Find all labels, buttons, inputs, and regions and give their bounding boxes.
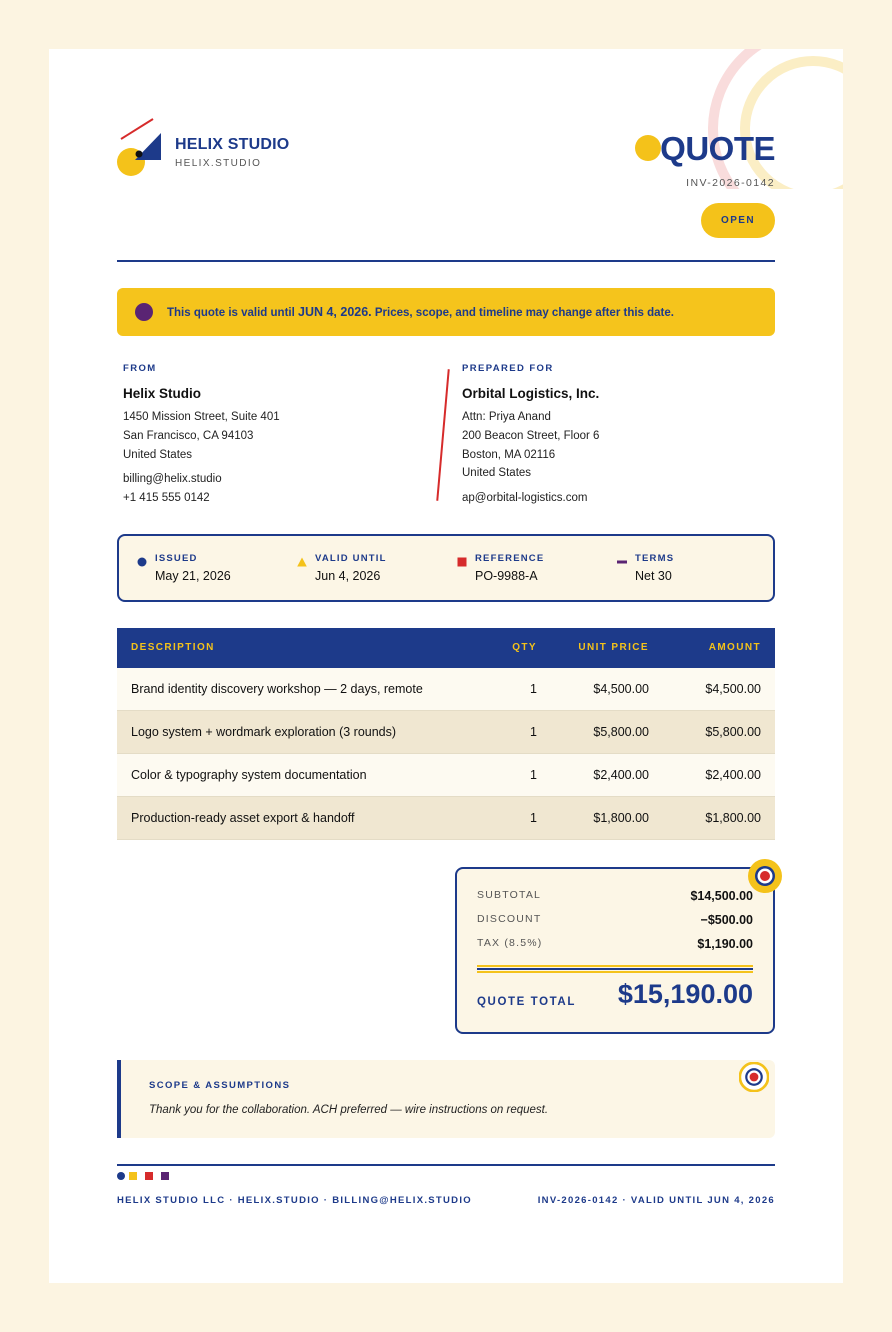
- cell-amount: $2,400.00: [705, 768, 761, 782]
- cell-amount: $4,500.00: [705, 682, 761, 696]
- table-row: [117, 797, 775, 840]
- cell-qty: 1: [530, 682, 537, 696]
- to-address-line: United States: [462, 467, 532, 479]
- target-badge-icon: [739, 1062, 769, 1092]
- table-row: [117, 668, 775, 711]
- totals-box: [455, 867, 775, 1034]
- from-email[interactable]: billing@helix.studio: [123, 473, 222, 485]
- address-divider: [436, 369, 449, 501]
- cell-unit-price: $5,800.00: [593, 725, 649, 739]
- footer-reference: INV-2026-0142 · VALID UNTIL JUN 4, 2026: [537, 1195, 775, 1206]
- cell-unit-price: $2,400.00: [593, 768, 649, 782]
- helix-logo-icon: [117, 117, 163, 177]
- totals-divider: [477, 965, 753, 967]
- discount-value: −$500.00: [700, 913, 753, 927]
- dash-marker-icon: [617, 557, 627, 567]
- table-row: [117, 711, 775, 754]
- validity-notice: [117, 288, 775, 336]
- meta-label: REFERENCE: [475, 553, 545, 564]
- quote-sheet: [49, 49, 843, 1283]
- footer-circle-icon: [117, 1172, 125, 1180]
- to-address-line: Boston, MA 02116: [462, 449, 556, 461]
- footer-square-icon: [129, 1172, 137, 1180]
- meta-label: VALID UNTIL: [315, 553, 387, 564]
- line-items-table: [117, 628, 775, 840]
- footer-divider: [117, 1164, 775, 1166]
- from-address-line: San Francisco, CA 94103: [123, 430, 254, 442]
- footer-square-icon: [145, 1172, 153, 1180]
- meta-value: Net 30: [635, 569, 672, 583]
- footer-company: HELIX STUDIO LLC · HELIX.STUDIO · BILLING@HELIX.STUDIO: [117, 1195, 472, 1206]
- cell-amount: $5,800.00: [705, 725, 761, 739]
- scope-label: SCOPE & ASSUMPTIONS: [149, 1080, 291, 1091]
- document-number: INV-2026-0142: [686, 177, 775, 189]
- tax-value: $1,190.00: [697, 937, 753, 951]
- subtotal-value: $14,500.00: [690, 889, 753, 903]
- table-header: [117, 628, 775, 668]
- quote-total-value: $15,190.00: [617, 979, 753, 1009]
- circle-marker-icon: [137, 557, 147, 567]
- brand-name: HELIX STUDIO: [175, 136, 290, 153]
- cell-description: Production-ready asset export & handoff: [131, 811, 355, 825]
- to-address-line: Attn: Priya Anand: [462, 411, 551, 423]
- column-header-qty: QTY: [512, 642, 537, 653]
- meta-value: PO-9988-A: [475, 569, 538, 583]
- target-badge-icon: [748, 859, 782, 893]
- from-phone[interactable]: +1 415 555 0142: [123, 492, 210, 504]
- meta-value: Jun 4, 2026: [315, 569, 381, 583]
- notice-date: JUN 4, 2026.: [298, 305, 372, 319]
- cell-description: Brand identity discovery workshop — 2 days, remote: [131, 682, 423, 696]
- discount-label: DISCOUNT: [477, 913, 542, 925]
- quote-title-dot: [635, 135, 661, 161]
- triangle-marker-icon: [297, 557, 307, 567]
- from-address-line: 1450 Mission Street, Suite 401: [123, 411, 280, 423]
- tax-label: TAX (8.5%): [477, 937, 543, 949]
- subtotal-label: SUBTOTAL: [477, 889, 542, 901]
- cell-unit-price: $4,500.00: [593, 682, 649, 696]
- cell-amount: $1,800.00: [705, 811, 761, 825]
- cell-qty: 1: [530, 725, 537, 739]
- brand-site: HELIX.STUDIO: [175, 158, 262, 169]
- cell-unit-price: $1,800.00: [593, 811, 649, 825]
- cell-description: Color & typography system documentation: [131, 768, 367, 782]
- totals-divider: [477, 971, 753, 973]
- document-title: QUOTE: [660, 130, 775, 167]
- scope-section: [117, 1060, 775, 1138]
- to-email[interactable]: ap@orbital-logistics.com: [462, 492, 588, 504]
- notice-text: This quote is valid until JUN 4, 2026. Prices, scope, and timeline may change after this date.: [167, 305, 674, 319]
- square-marker-icon: [457, 557, 467, 567]
- table-row: [117, 754, 775, 797]
- cell-qty: 1: [530, 811, 537, 825]
- from-address-line: United States: [123, 449, 193, 461]
- cell-description: Logo system + wordmark exploration (3 rounds): [131, 725, 397, 739]
- notice-dot-icon: [135, 303, 153, 321]
- column-header-unit-price: UNIT PRICE: [578, 642, 649, 653]
- column-header-amount: AMOUNT: [708, 642, 761, 653]
- quote-meta-box: [117, 534, 775, 602]
- meta-label: TERMS: [635, 553, 675, 564]
- totals-divider: [477, 968, 753, 970]
- column-header-description: DESCRIPTION: [131, 642, 215, 653]
- scope-text: Thank you for the collaboration. ACH preferred — wire instructions on request.: [149, 1104, 549, 1116]
- to-label: PREPARED FOR: [462, 363, 554, 374]
- to-name: Orbital Logistics, Inc.: [462, 386, 600, 401]
- meta-value: May 21, 2026: [155, 569, 231, 583]
- from-name: Helix Studio: [123, 386, 202, 401]
- header-divider: [117, 260, 775, 262]
- meta-label: ISSUED: [155, 553, 198, 564]
- status-badge[interactable]: OPEN: [701, 203, 775, 238]
- from-label: FROM: [123, 363, 157, 374]
- footer-square-icon: [161, 1172, 169, 1180]
- quote-total-label: QUOTE TOTAL: [477, 996, 576, 1008]
- to-address-line: 200 Beacon Street, Floor 6: [462, 430, 600, 442]
- cell-qty: 1: [530, 768, 537, 782]
